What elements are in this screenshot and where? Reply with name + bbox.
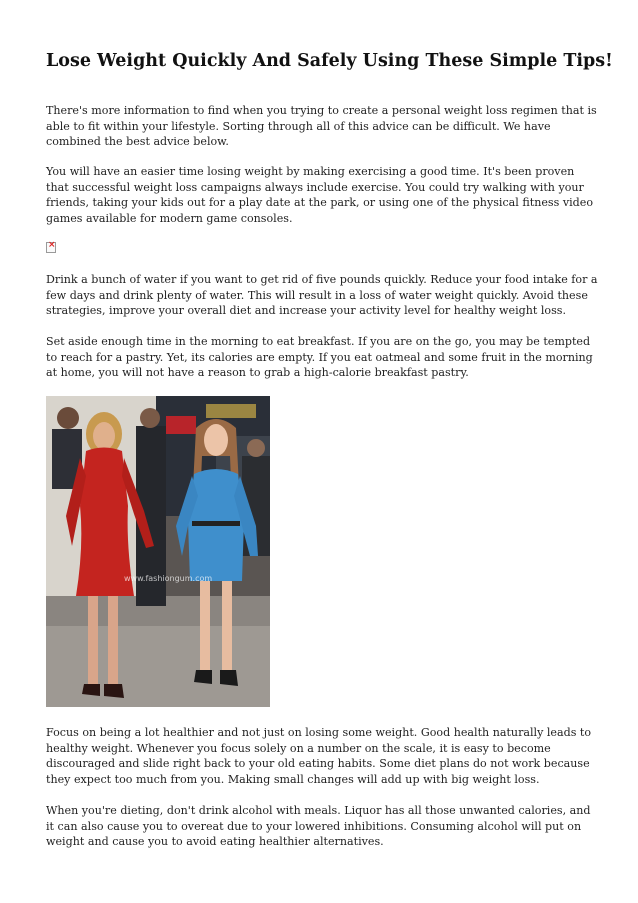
paragraph-intro: There's more information to find when you trying to create a personal weight loss regimen that is able to fit within your lifestyle. Sorting through all of this advice can be difficult. We have combined the best advice below. <box>46 104 597 149</box>
paragraph-exercise: You will have an easier time losing weight by making exercising a good time. It's been proven that successful weight loss campaigns always include exercise. You could try walking with your friends, taking your kids out for a play date at the park, or using one of the physical fitness video games available for modern game consoles. <box>46 165 594 225</box>
paragraph-alcohol: When you're dieting, don't drink alcohol with meals. Liquor has all those unwanted calories, and it can also cause you to overeat due to your lowered inhibitions. Consuming alcohol will put on weight and cause you to avoid eating healthier alternatives. <box>46 804 591 849</box>
paragraph-breakfast: Set aside enough time in the morning to eat breakfast. If you are on the go, you may be tempted to reach for a pastry. Yet, its calories are empty. If you eat oatmeal and some fruit in the morning at home, you will not have a reason to grab a high-calorie breakfast pastry. <box>46 335 593 380</box>
paragraph-water: Drink a bunch of water if you want to get rid of five pounds quickly. Reduce your food intake for a few days and drink plenty of water. This will result in a loss of water weight quickly. Avoid these strategies, improve your overall diet and increase your activity level for healthy weight loss. <box>46 273 598 318</box>
broken-image-icon: × <box>46 242 56 253</box>
article-photo-illustration <box>46 396 270 707</box>
photo-watermark: www.fashiongum.com <box>124 574 213 583</box>
paragraph-health: Focus on being a lot healthier and not just on losing some weight. Good health naturally leads to healthy weight. Whenever you focus solely on a number on the scale, it is easy to become discouraged and slide right back to your old eating habits. Some diet plans do not work because they expect too much from you. Making small changes will add up with big weight loss. <box>46 726 592 786</box>
page-title: Lose Weight Quickly And Safely Using These Simple Tips! <box>46 51 613 71</box>
article-photo <box>46 396 270 707</box>
